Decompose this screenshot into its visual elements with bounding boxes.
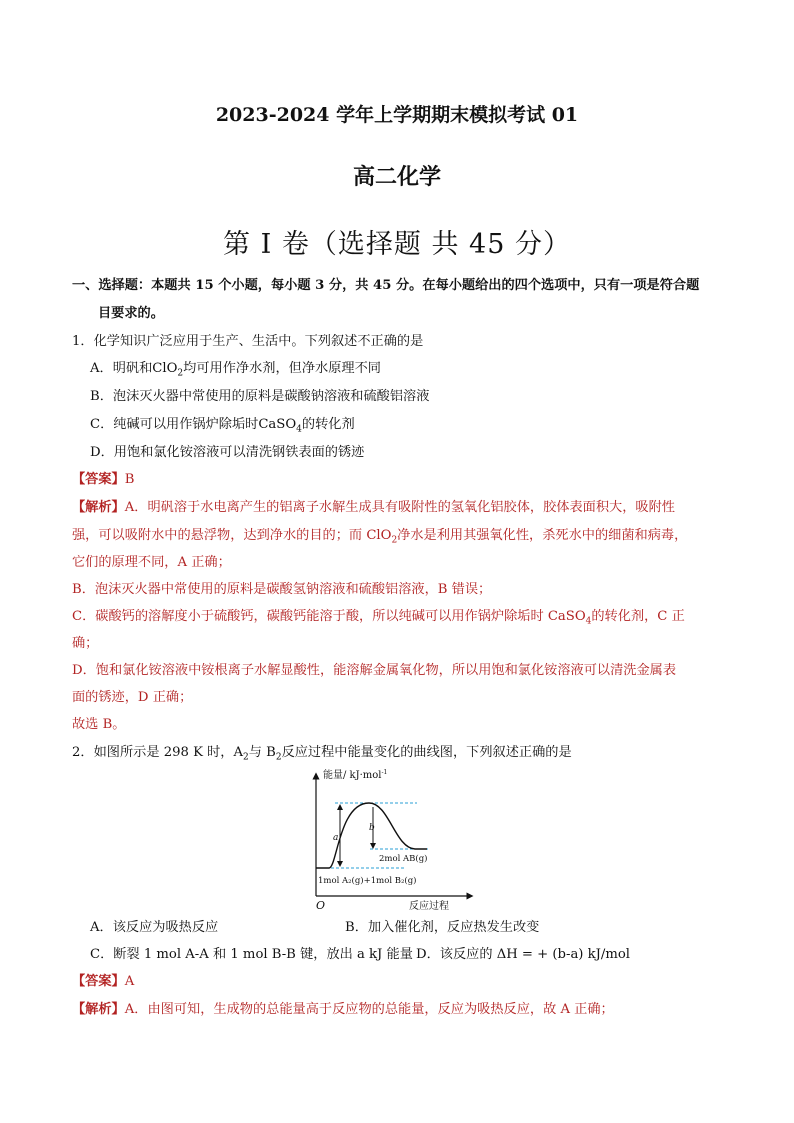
q1-analysis-a1: 【解析】A．明矾溶于水电离产生的铝离子水解生成具有吸附性的氢氧化铝胶体，胶体表面积大，吸附性 — [72, 500, 675, 515]
q1-option-b: B．泡沫灭火器中常使用的原料是碳酸钠溶液和硫酸铝溶液 — [90, 389, 430, 404]
q1-analysis-c1: C．碳酸钙的溶解度小于硫酸钙，碳酸钙能溶于酸，所以纯碱可以用作锅炉除垢时 CaSO$_4$的转化剂，C 正 — [72, 609, 685, 627]
q1-option-a: A．明矾和ClO$_2$均可用作净水剂，但净水原理不同 — [90, 361, 381, 379]
section-instructions-line2: 目要求的。 — [98, 306, 164, 321]
q1-analysis-d1: D．饱和氯化铵溶液中铵根离子水解显酸性，能溶解金属氧化物，所以用饱和氯化铵溶液可以清洗金属表 — [72, 663, 677, 678]
label-b: b — [369, 823, 375, 833]
subject-title: 高二化学 — [352, 164, 441, 190]
q2-option-c: C．断裂 1 mol A-A 和 1 mol B-B 键，放出 a kJ 能量 — [90, 947, 413, 962]
reactant-label: 1mol A₂(g)+1mol B₂(g) — [318, 876, 417, 886]
product-label: 2mol AB(g) — [379, 854, 428, 864]
exam-title: 2023-2024 学年上学期期末模拟考试 01 — [215, 104, 579, 126]
q1-option-c: C．纯碱可以用作锅炉除垢时CaSO$_4$的转化剂 — [90, 417, 355, 435]
x-axis-label: 反应过程 — [409, 901, 449, 910]
q2-analysis-a: 【解析】A．由图可知，生成物的总能量高于反应物的总能量，反应为吸热反应，故 A 正确； — [72, 1002, 614, 1017]
q2-stem: 2．如图所示是 298 K 时，$A_2$与 $B_2$反应过程中能量变化的曲线图，下列叙述正确的是 — [72, 745, 572, 763]
q1-analysis-b: B．泡沫灭火器中常使用的原料是碳酸氢钠溶液和硫酸铝溶液，B 错误； — [72, 582, 492, 597]
energy-diagram — [305, 768, 480, 910]
q1-conclusion: 故选 B。 — [72, 717, 126, 732]
q2-option-a: A．该反应为吸热反应 — [90, 920, 219, 935]
q1-analysis-a3: 它们的原理不同，A 正确； — [72, 555, 231, 570]
origin-label: O — [316, 899, 326, 910]
q2-answer: 【答案】A — [72, 974, 135, 989]
q1-stem: 1．化学知识广泛应用于生产、生活中。下列叙述不正确的是 — [72, 334, 424, 349]
q1-analysis-d2: 面的锈迹，D 正确； — [72, 690, 193, 705]
y-axis-label: 能量/ kJ·mol$^{-1}$ — [323, 769, 388, 781]
q2-option-d: D．该反应的 ΔH = + (b-a) kJ/mol — [416, 947, 631, 962]
q1-answer: 【答案】B — [72, 472, 135, 487]
q1-option-d: D．用饱和氯化铵溶液可以清洗钢铁表面的锈迹 — [90, 445, 365, 460]
section-instructions-line1: 一、选择题：本题共 15 个小题，每小题 3 分，共 45 分。在每小题给出的四个选项中，只有一项是符合题 — [72, 278, 700, 293]
q2-option-b: B．加入催化剂，反应热发生改变 — [345, 920, 540, 935]
volume-heading: 第 I 卷（选择题 共 45 分） — [223, 229, 571, 260]
label-a: a — [333, 833, 339, 843]
q1-analysis-a2: 强，可以吸附水中的悬浮物，达到净水的目的；而 ClO$_2$净水是利用其强氧化性，杀死水中的细菌和病毒， — [72, 528, 688, 546]
q1-analysis-c2: 确； — [72, 636, 99, 651]
